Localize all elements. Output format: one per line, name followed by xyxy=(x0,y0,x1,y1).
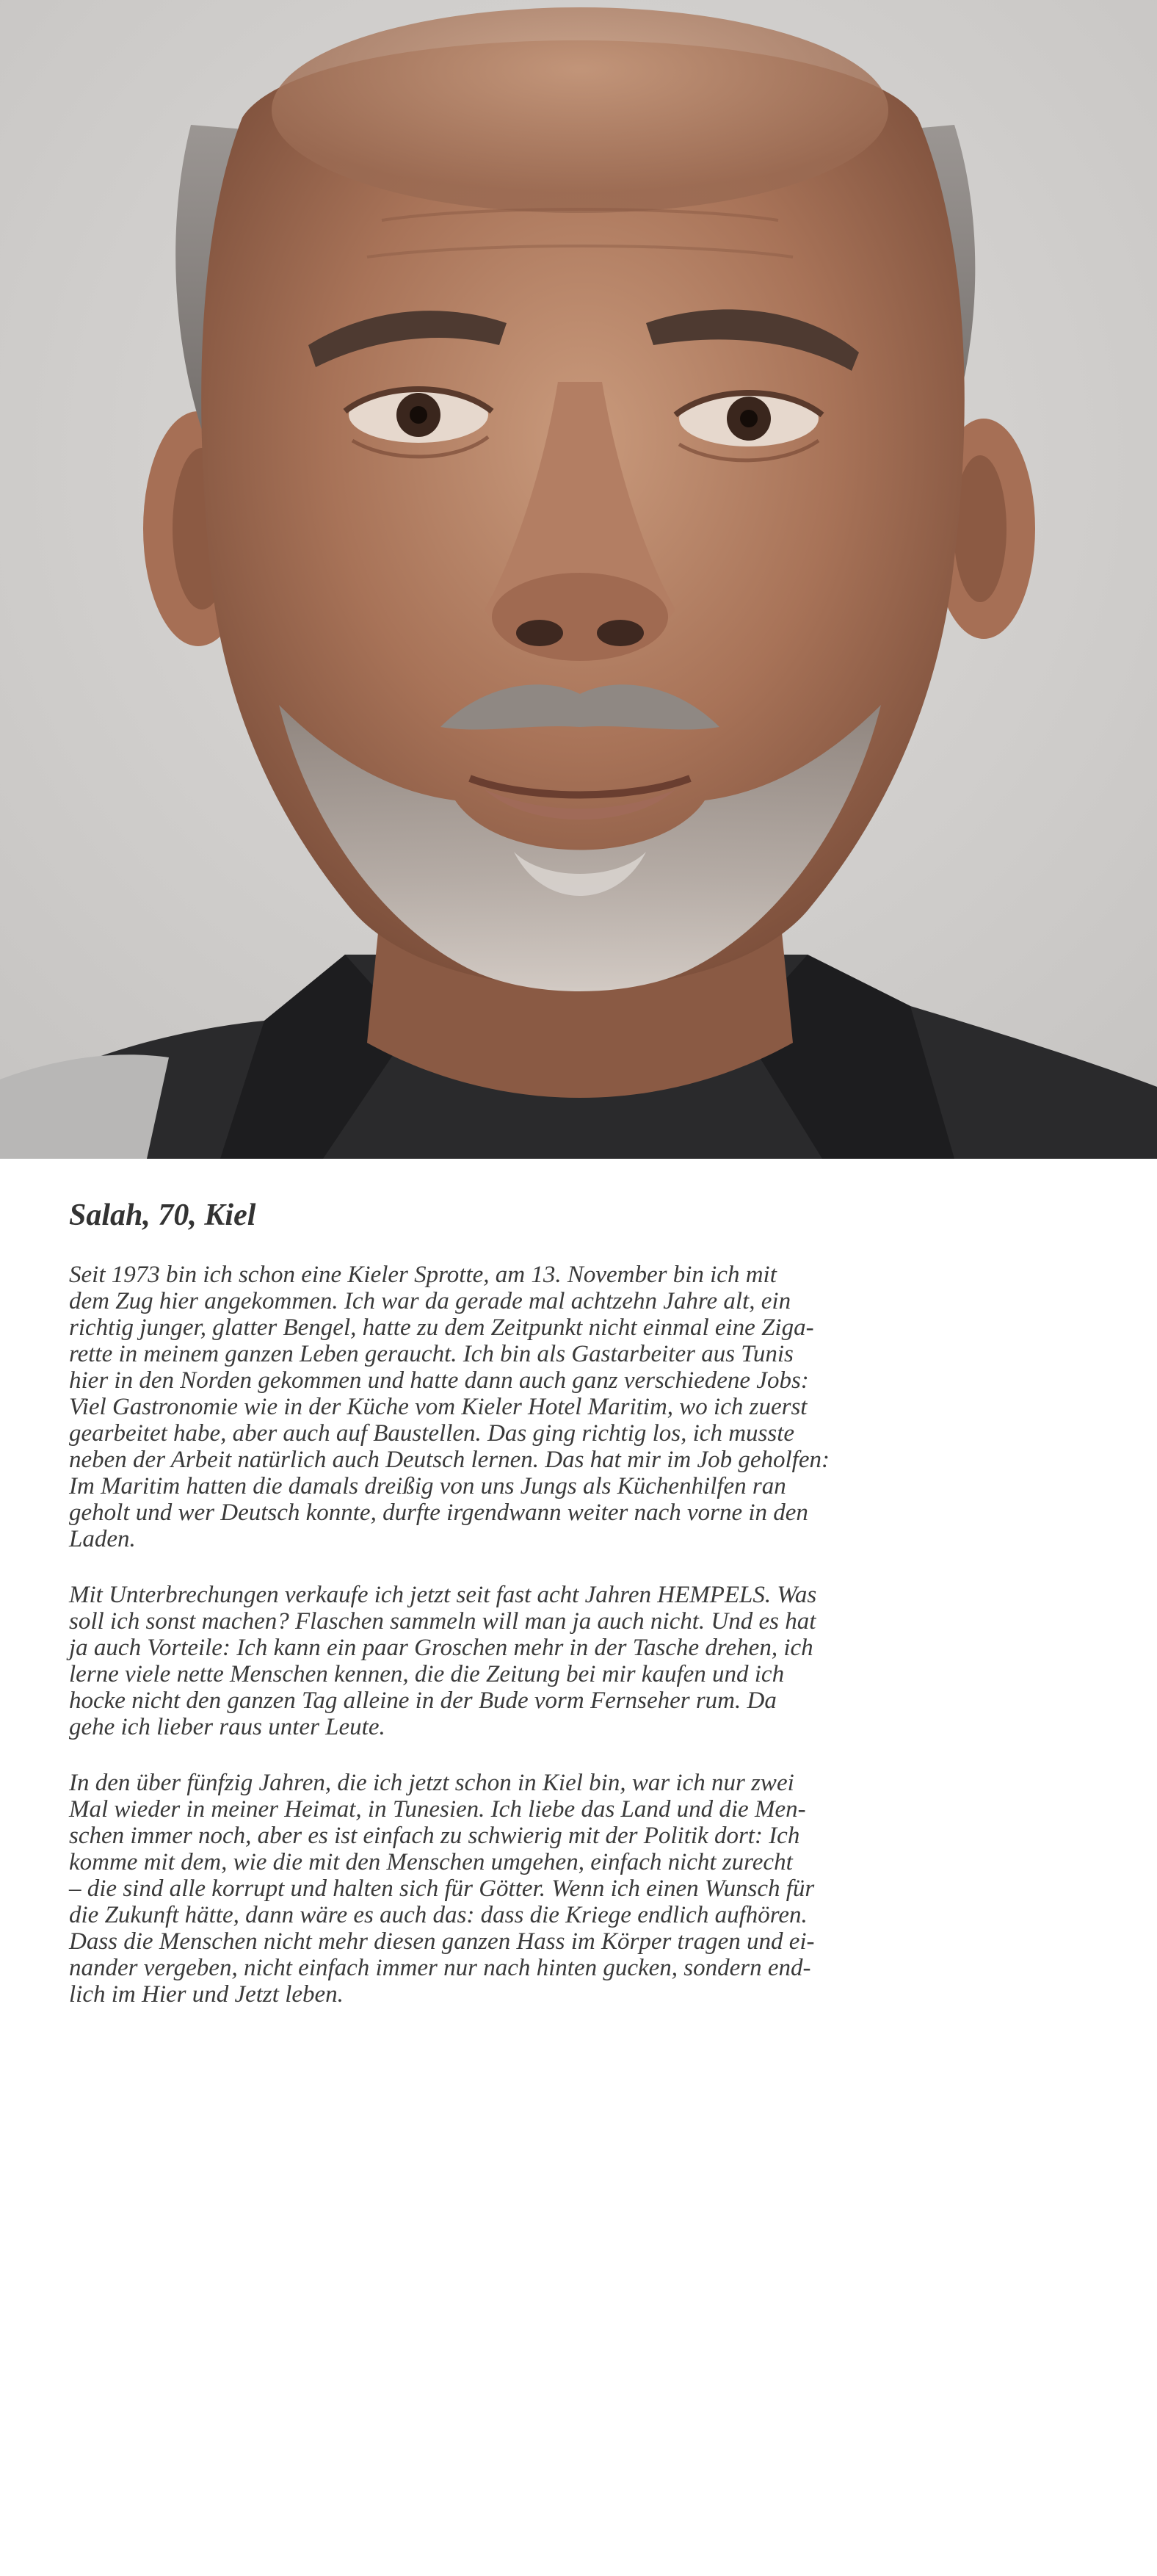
article xyxy=(69,1197,1097,2037)
portrait-photo xyxy=(0,0,1157,1159)
article-headline: Salah, 70, Kiel xyxy=(69,1198,256,1232)
portrait-illustration xyxy=(0,0,1157,1159)
article-paragraph-3: In den über fünfzig Jahren, die ich jetzt schon in Kiel bin, war ich nur zwei Mal wieder in meiner Heimat, in Tunesien. Ich liebe das Land und die Men- schen immer noch, aber es ist einfach zu schwierig mit der Politik dort: Ich komme mit dem, wie die mit den Menschen umgehen, einfach nicht zurecht – die sind alle korrupt und halten sich für Götter. Wenn ich einen Wunsch für die Zukunft hätte, dann wäre es auch das: dass die Kriege endlich aufhören. Dass die Menschen nicht mehr diesen ganzen Hass im Körper tragen und ei- nander vergeben, nicht einfach immer nur nach hinten gucken, sondern end- lich im Hier und Jetzt leben. xyxy=(69,1770,815,2008)
article-paragraph-1: Seit 1973 bin ich schon eine Kieler Sprotte, am 13. November bin ich mit dem Zug hier angekommen. Ich war da gerade mal achtzehn Jahre alt, ein richtig junger, glatter Bengel, hatte zu dem Zeitpunkt nicht einmal eine Ziga- rette in meinem ganzen Leben geraucht. Ich bin als Gastarbeiter aus Tunis hier in den Norden gekommen und hatte dann auch ganz verschiedene Jobs: Viel Gastronomie wie in der Küche vom Kieler Hotel Maritim, wo ich zuerst gearbeitet habe, aber auch auf Baustellen. Das ging richtig los, ich musste neben der Arbeit natürlich auch Deutsch lernen. Das hat mir im Job geholfen: Im Maritim hatten die damals dreißig von uns Jungs als Küchenhilfen ran geholt und wer Deutsch konnte, durfte irgendwann weiter nach vorne in den Laden. xyxy=(69,1262,830,1553)
article-paragraph-2: Mit Unterbrechungen verkaufe ich jetzt seit fast acht Jahren HEMPELS. Was soll ich sonst machen? Flaschen sammeln will man ja auch nicht. Und es hat ja auch Vorteile: Ich kann ein paar Groschen mehr in der Tasche drehen, ich lerne viele nette Menschen kennen, die die Zeitung bei mir kaufen und ich hocke nicht den ganzen Tag alleine in der Bude vorm Fernseher rum. Da gehe ich lieber raus unter Leute. xyxy=(69,1582,817,1741)
